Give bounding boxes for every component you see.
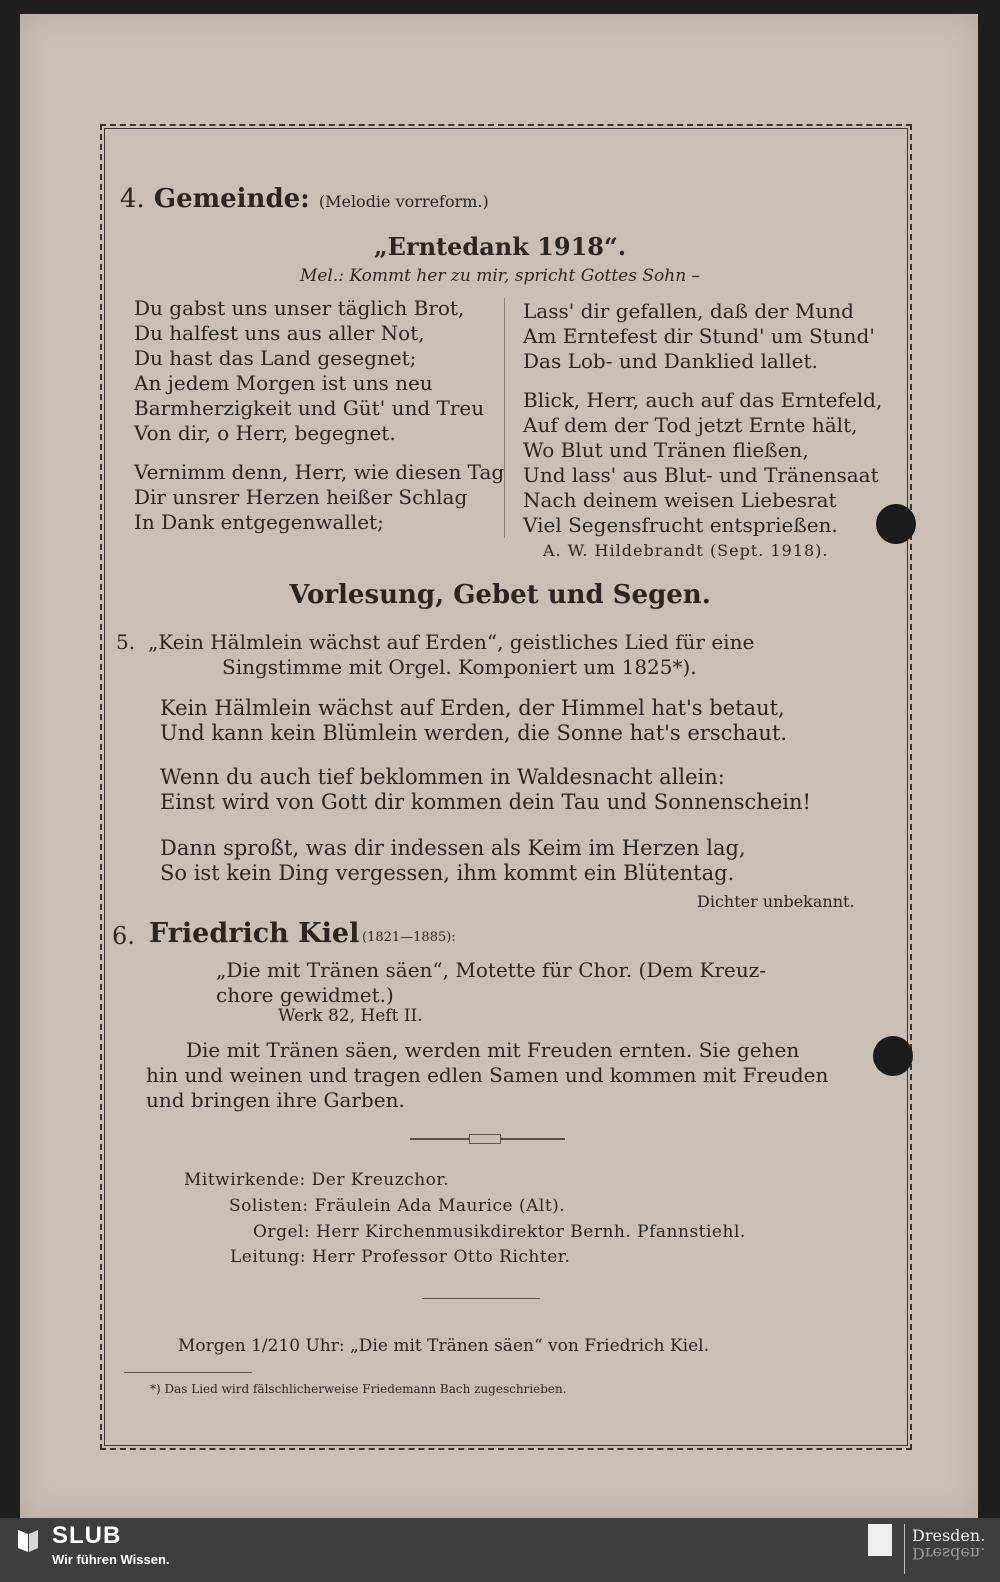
hymn-line: Auf dem der Tod jetzt Ernte hält, — [523, 413, 858, 437]
city-crest-icon — [868, 1524, 892, 1556]
hymn-line: Vernimm denn, Herr, wie diesen Tag — [134, 460, 505, 484]
stanza-line: Wenn du auch tief beklommen in Waldesnacht allein: — [160, 765, 725, 789]
hymn-line: Dir unsrer Herzen heißer Schlag — [134, 485, 468, 509]
prose-line: und bringen ihre Garben. — [146, 1088, 405, 1112]
credit-line: Solisten: Fräulein Ada Maurice (Alt). — [229, 1196, 566, 1216]
song-stanza — [160, 836, 746, 886]
song-title: „Erntedank 1918“. — [373, 232, 627, 261]
song-stanza — [160, 765, 811, 815]
composer-years: (1821—1885): — [362, 930, 456, 945]
footer-bar — [0, 1518, 1000, 1582]
section-5-subtitle: Singstimme mit Orgel. Komponiert um 1825*). — [222, 655, 697, 679]
hymn-line: Viel Segensfrucht entsprießen. — [523, 513, 838, 537]
hymn-line: Barmherzigkeit und Güt' und Treu — [134, 396, 485, 420]
hymn-line: Am Erntefest dir Stund' um Stund' — [523, 324, 875, 348]
opus-number: Werk 82, Heft II. — [278, 1006, 423, 1026]
hymn-line: Nach deinem weisen Liebesrat — [523, 488, 837, 512]
melody-line: Mel.: Kommt her zu mir, spricht Gottes Sohn – — [299, 266, 701, 286]
stanza-line: Und kann kein Blümlein werden, die Sonne hat's erschaut. — [160, 721, 788, 745]
logo-separator — [904, 1524, 905, 1574]
stanza-line: So ist kein Ding vergessen, ihm kommt ein Blütentag. — [160, 861, 735, 885]
footnote: *) Das Lied wird fälschlicherweise Friedemann Bach zugeschrieben. — [150, 1382, 567, 1396]
footnote-rule — [124, 1372, 252, 1373]
credit-line: Mitwirkende: Der Kreuzchor. — [184, 1170, 450, 1190]
credit-line: Leitung: Herr Professor Otto Richter. — [230, 1247, 571, 1267]
column-divider — [504, 298, 505, 538]
composer-name: Friedrich Kiel — [149, 918, 360, 949]
hymn-line: Du hast das Land gesegnet; — [134, 346, 417, 370]
prose-line: hin und weinen und tragen edlen Samen und kommen mit Freuden — [146, 1063, 829, 1087]
hymn-line: Wo Blut und Tränen fließen, — [523, 438, 809, 462]
slub-logo[interactable]: SLUB — [52, 1522, 122, 1549]
stanza-line: Dann sproßt, was dir indessen als Keim im Herzen lag, — [160, 836, 746, 860]
section-title: Gemeinde: — [153, 184, 310, 214]
hymn-line: An jedem Morgen ist uns neu — [134, 371, 433, 395]
hymn-line: Du gabst uns unser täglich Brot, — [134, 296, 465, 320]
hymn-line: In Dank entgegenwallet; — [134, 510, 384, 534]
section-4-heading — [120, 184, 489, 214]
city-logo-reflection: Dresden. — [912, 1544, 986, 1563]
ornament-center — [469, 1134, 501, 1144]
section-number: 6. — [112, 922, 135, 950]
hymn-line: Blick, Herr, auch auf das Erntefeld, — [523, 388, 883, 412]
section-5-title: „Kein Hälmlein wächst auf Erden“, geistliches Lied für eine — [148, 630, 755, 654]
motette-title: „Die mit Tränen säen“, Motette für Chor. (Dem Kreuz- — [216, 958, 767, 982]
slub-tagline: Wir führen Wissen. — [52, 1552, 170, 1567]
section-number: 4. — [120, 184, 145, 214]
motette-text — [146, 1038, 886, 1113]
section-note: (Melodie vorreform.) — [318, 192, 489, 211]
hymn-line: Und lass' aus Blut- und Tränensaat — [523, 463, 879, 487]
book-icon — [16, 1526, 40, 1554]
stanza-line: Einst wird von Gott dir kommen dein Tau und Sonnenschein! — [160, 790, 811, 814]
divider-rule — [422, 1298, 540, 1299]
credit-line: Orgel: Herr Kirchenmusikdirektor Bernh. Pfannstiehl. — [253, 1222, 746, 1242]
hymn-line: Lass' dir gefallen, daß der Mund — [523, 299, 854, 323]
hymn-right-column — [523, 299, 882, 538]
hymn-author: A. W. Hildebrandt (Sept. 1918). — [543, 541, 829, 560]
motette-title-cont: chore gewidmet.) — [216, 983, 394, 1007]
tomorrow-announcement: Morgen 1/210 Uhr: „Die mit Tränen säen“ von Friedrich Kiel. — [178, 1336, 710, 1356]
hymn-left-column — [134, 296, 504, 535]
hymn-line: Von dir, o Herr, begegnet. — [134, 421, 396, 445]
poet-credit: Dichter unbekannt. — [697, 892, 855, 911]
hymn-line: Das Lob- und Danklied lallet. — [523, 349, 818, 373]
stanza-line: Kein Hälmlein wächst auf Erden, der Himmel hat's betaut, — [160, 696, 785, 720]
city-logo[interactable]: Dresden. — [912, 1526, 986, 1545]
hymn-line: Du halfest uns aus aller Not, — [134, 321, 425, 345]
vorlesung-heading: Vorlesung, Gebet und Segen. — [289, 580, 711, 610]
song-stanza — [160, 696, 787, 746]
section-number: 5. — [116, 630, 136, 654]
prose-line: Die mit Tränen säen, werden mit Freuden ernten. Sie gehen — [186, 1038, 800, 1062]
